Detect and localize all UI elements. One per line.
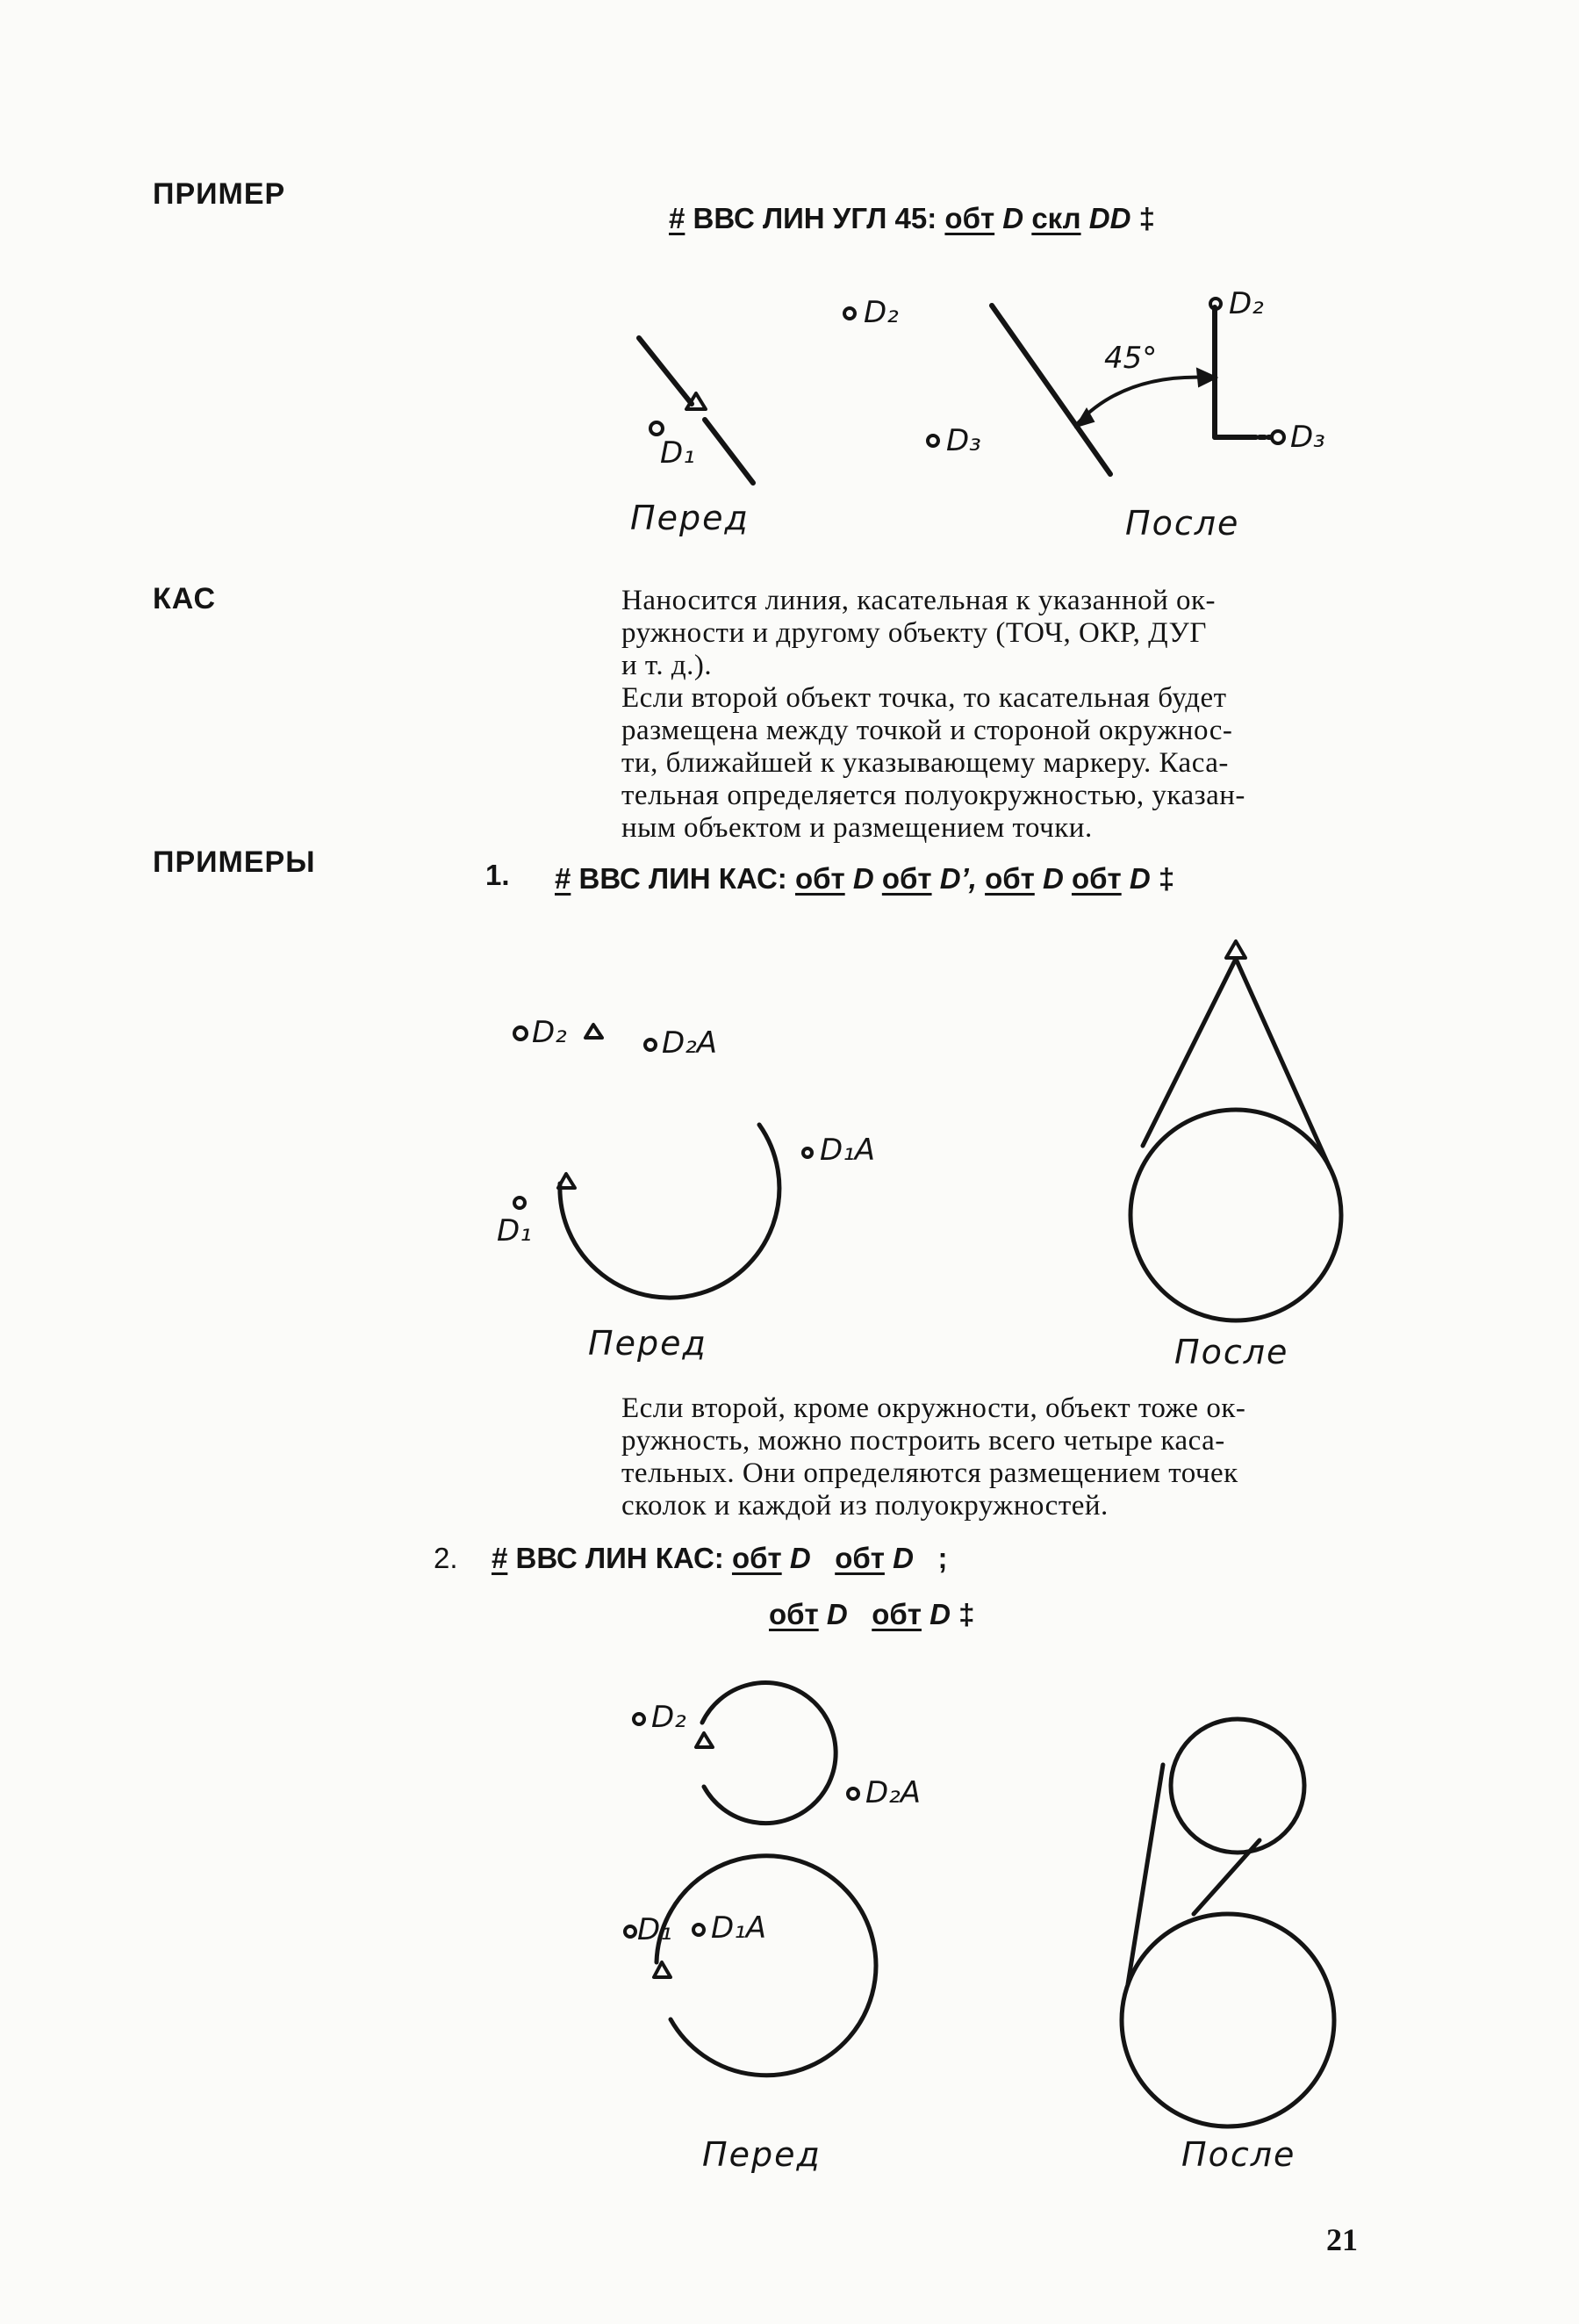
- cmd-d: D: [1042, 862, 1064, 895]
- cmd-obt: обт: [835, 1542, 885, 1574]
- text-line: тельных. Они определяются размещением точек: [621, 1457, 1238, 1489]
- point-marker: [848, 1788, 858, 1799]
- text-line: и т. д.).: [621, 650, 713, 681]
- cmd-obt: обт: [872, 1598, 922, 1630]
- cmd-end: ‡: [1158, 862, 1175, 895]
- triangle-marker-icon: [654, 1962, 671, 1977]
- cmd-hash: #: [492, 1542, 508, 1574]
- point-marker: [514, 1027, 527, 1040]
- tangent-line: [1236, 959, 1330, 1168]
- cmd-d: D: [929, 1598, 951, 1630]
- cmd-obt: обт: [1071, 862, 1122, 895]
- point-label: D₂: [651, 1700, 686, 1735]
- line-segment: [639, 338, 692, 404]
- caption-before: Перед: [588, 1324, 707, 1363]
- point-label: D₁: [660, 435, 695, 471]
- cmd-d: D: [1129, 862, 1151, 895]
- point-label: D₁A: [711, 1910, 767, 1946]
- cmd-hash: #: [669, 202, 685, 234]
- point-marker: [844, 308, 855, 319]
- point-marker: [693, 1925, 704, 1935]
- text-line: Наносится линия, касательная к указанной ок-: [621, 585, 1217, 616]
- cmd-d: D’,: [939, 862, 977, 895]
- point-marker: [650, 422, 663, 435]
- triangle-marker-icon: [686, 393, 706, 409]
- text-line: сколок и каждой из полуокружностей.: [621, 1490, 1109, 1522]
- point-marker: [1210, 299, 1221, 309]
- point-marker: [625, 1926, 635, 1937]
- small-circle-before: [702, 1683, 836, 1824]
- example-number-1: 1.: [485, 859, 510, 891]
- cmd-main: ВВС ЛИН КАС:: [515, 1542, 724, 1574]
- cmd-obt: обт: [769, 1598, 819, 1630]
- triangle-marker-icon: [1226, 941, 1245, 958]
- small-circle-after: [1171, 1719, 1304, 1853]
- heading-example: ПРИМЕР: [153, 177, 286, 211]
- circle-before: [560, 1125, 779, 1298]
- point-marker: [1272, 431, 1284, 443]
- point-marker: [803, 1148, 812, 1157]
- cmd-hash: #: [555, 862, 571, 895]
- cmd-dd: DD: [1088, 202, 1131, 234]
- point-marker: [645, 1040, 656, 1050]
- large-circle-before: [657, 1856, 876, 2076]
- text-line: тельная определяется полуокружностью, указан-: [621, 780, 1245, 811]
- cmd-obt: обт: [794, 862, 845, 895]
- point-label: D₁A: [820, 1133, 876, 1168]
- page-number: 21: [1326, 2222, 1358, 2257]
- point-marker: [634, 1714, 644, 1724]
- cmd-d: D: [1002, 202, 1024, 234]
- text-line: Если второй объект точка, то касательная будет: [621, 682, 1227, 714]
- cmd-skl: скл: [1031, 202, 1081, 234]
- triangle-marker-icon: [696, 1733, 713, 1747]
- large-circle-after: [1122, 1914, 1334, 2126]
- triangle-marker-icon: [585, 1025, 602, 1038]
- point-label: D₂: [532, 1015, 567, 1050]
- point-label: D₂A: [865, 1775, 922, 1810]
- angle-arc: [1078, 378, 1209, 423]
- point-label: D₁: [497, 1213, 532, 1248]
- point-marker: [928, 435, 938, 446]
- circle-after: [1130, 1110, 1341, 1320]
- cmd-d: D: [826, 1598, 848, 1630]
- text-line: ружности и другому объекту (ТОЧ, ОКР, ДУГ: [621, 617, 1207, 649]
- existing-line: [992, 306, 1110, 474]
- text-line: ти, ближайшей к указывающему маркеру. Каса-: [621, 747, 1229, 779]
- cmd-d: D: [893, 1542, 914, 1574]
- caption-after: После: [1181, 2135, 1296, 2174]
- caption-before: Перед: [630, 499, 750, 537]
- point-label: D₁: [637, 1912, 672, 1947]
- point-label: D₂: [864, 295, 899, 330]
- tangent-line: [1143, 959, 1236, 1146]
- cmd-main: ВВС ЛИН КАС:: [578, 862, 787, 895]
- point-marker: [514, 1198, 525, 1208]
- caption-after: После: [1125, 504, 1240, 543]
- line-segment: [705, 420, 753, 483]
- cmd-obt: обт: [881, 862, 932, 895]
- text-line: ружность, можно построить всего четыре каса-: [621, 1425, 1225, 1457]
- caption-after: После: [1174, 1333, 1289, 1371]
- cmd-end: ‡: [958, 1598, 975, 1630]
- point-label: D₃: [1290, 420, 1325, 455]
- heading-kas: КАС: [153, 582, 217, 615]
- example-number-2: 2.: [434, 1542, 458, 1574]
- point-label: D₃: [946, 423, 981, 458]
- triangle-marker-icon: [558, 1174, 575, 1188]
- point-label: D₂: [1229, 286, 1264, 321]
- heading-examples: ПРИМЕРЫ: [153, 845, 316, 879]
- cmd-obt: обт: [944, 202, 995, 234]
- cmd-obt: обт: [731, 1542, 782, 1574]
- text-line: ным объектом и размещением точки.: [621, 812, 1093, 844]
- cmd-end: ‡: [1138, 202, 1155, 234]
- cmd-d: D: [789, 1542, 811, 1574]
- text-line: размещена между точкой и стороной окружнос-: [621, 715, 1233, 746]
- caption-before: Перед: [702, 2135, 822, 2174]
- cmd-main: ВВС ЛИН УГЛ 45:: [693, 202, 937, 234]
- cmd-d: D: [852, 862, 874, 895]
- cmd-obt: обт: [985, 862, 1035, 895]
- text-line: Если второй, кроме окружности, объект тоже ок-: [621, 1392, 1246, 1424]
- point-label: D₂A: [662, 1025, 718, 1061]
- cmd-semicolon: ;: [937, 1542, 948, 1574]
- angle-label: 45°: [1104, 341, 1158, 376]
